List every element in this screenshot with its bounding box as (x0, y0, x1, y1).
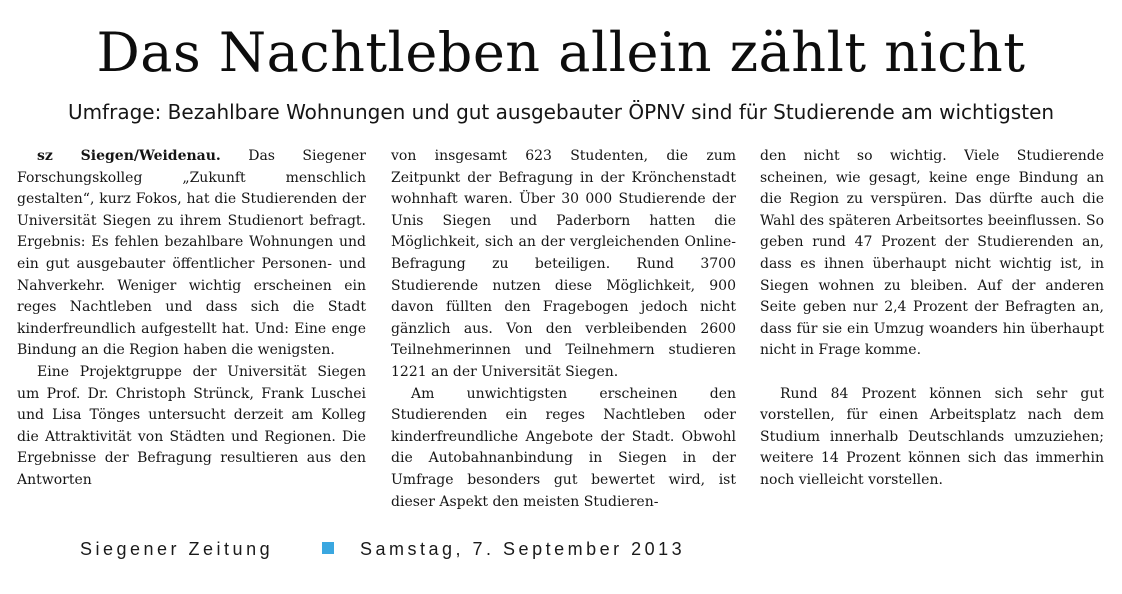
subheadline: Umfrage: Bezahlbare Wohnungen und gut ausgebauter ÖPNV sind für Studierende am wichtigsten (67, 100, 1055, 124)
article-column-3 (760, 146, 1104, 492)
dateline: sz Siegen/Weidenau. (37, 148, 221, 164)
paragraph-1-text: Das Siegener Forschungskolleg „Zukunft menschlich gestalten“, kurz Fokos, hat die Studierenden der Universität Siegen zu ihrem Studienort befragt. Ergebnis: Es fehlen bezahlbare Wohnungen und ein gut ausgebauter öffentlicher Personen- und Nahverkehr. Weniger wichtig erscheinen ein reges Nachtleben und dass sich die Stadt kinderfreundlich aufgestellt hat. Und: Eine enge Bindung an die Region haben die wenigsten. (17, 148, 366, 359)
headline: Das Nachtleben allein zählt nicht (96, 21, 1026, 84)
publication-date: Samstag, 7. September 2013 (360, 539, 686, 559)
article-paragraph-3: von insgesamt 623 Studenten, die zum Zeitpunkt der Befragung in der Krönchenstadt wohnhaft waren. Über 30 000 Studierende der Unis Siegen und Paderborn hatten die Möglichkeit, sich an der vergleichenden Online-Befragung zu beteiligen. Rund 3700 Studierende nutzen diese Möglichkeit, 900 davon füllten den Fragebogen jedoch nicht gänzlich aus. Von den verbleibenden 2600 Teilnehmerinnen und Teilnehmern studieren 1221 an der Universität Siegen. (391, 148, 736, 380)
newspaper-name: Siegener Zeitung (80, 539, 274, 559)
page-footer (0, 534, 1122, 564)
article-paragraph-6: Rund 84 Prozent können sich sehr gut vorstellen, für einen Arbeitsplatz nach dem Studium innerhalb Deutschlands umzuziehen; weitere 14 Prozent können sich das immerhin noch vielleicht vorstellen. (760, 385, 1104, 488)
article-paragraph-4: Am unwichtigsten erscheinen den Studierenden ein reges Nachtleben oder kinderfreundliche Angebote der Stadt. Obwohl die Autobahnanbindung in Siegen in der Umfrage besonders gut bewertet wird, ist dieser Aspekt den meisten Studieren- (391, 385, 736, 510)
article-paragraph-2: Eine Projektgruppe der Universität Siegen um Prof. Dr. Christoph Strünck, Frank Luschei und Lisa Tönges untersucht derzeit am Kolleg die Attraktivität von Städten und Regionen. Die Ergebnisse der Befragung resultieren aus den Antworten (17, 363, 366, 488)
article-column-1 (17, 146, 366, 492)
square-bullet-icon (322, 542, 334, 554)
article-column-2 (391, 146, 736, 513)
article-paragraph-1 (17, 146, 366, 362)
article-paragraph-5: den nicht so wichtig. Viele Studierende scheinen, wie gesagt, keine enge Bindung an die Region zu verspüren. Das dürfte auch die Wahl des späteren Arbeitsortes beeinflussen. So geben rund 47 Prozent der Studierenden an, dass es ihnen überhaupt nicht wichtig ist, in Siegen wohnen zu bleiben. Auf der anderen Seite geben nur 2,4 Prozent der Befragten an, dass für sie ein Umzug woanders hin überhaupt nicht in Frage komme. (760, 148, 1104, 359)
